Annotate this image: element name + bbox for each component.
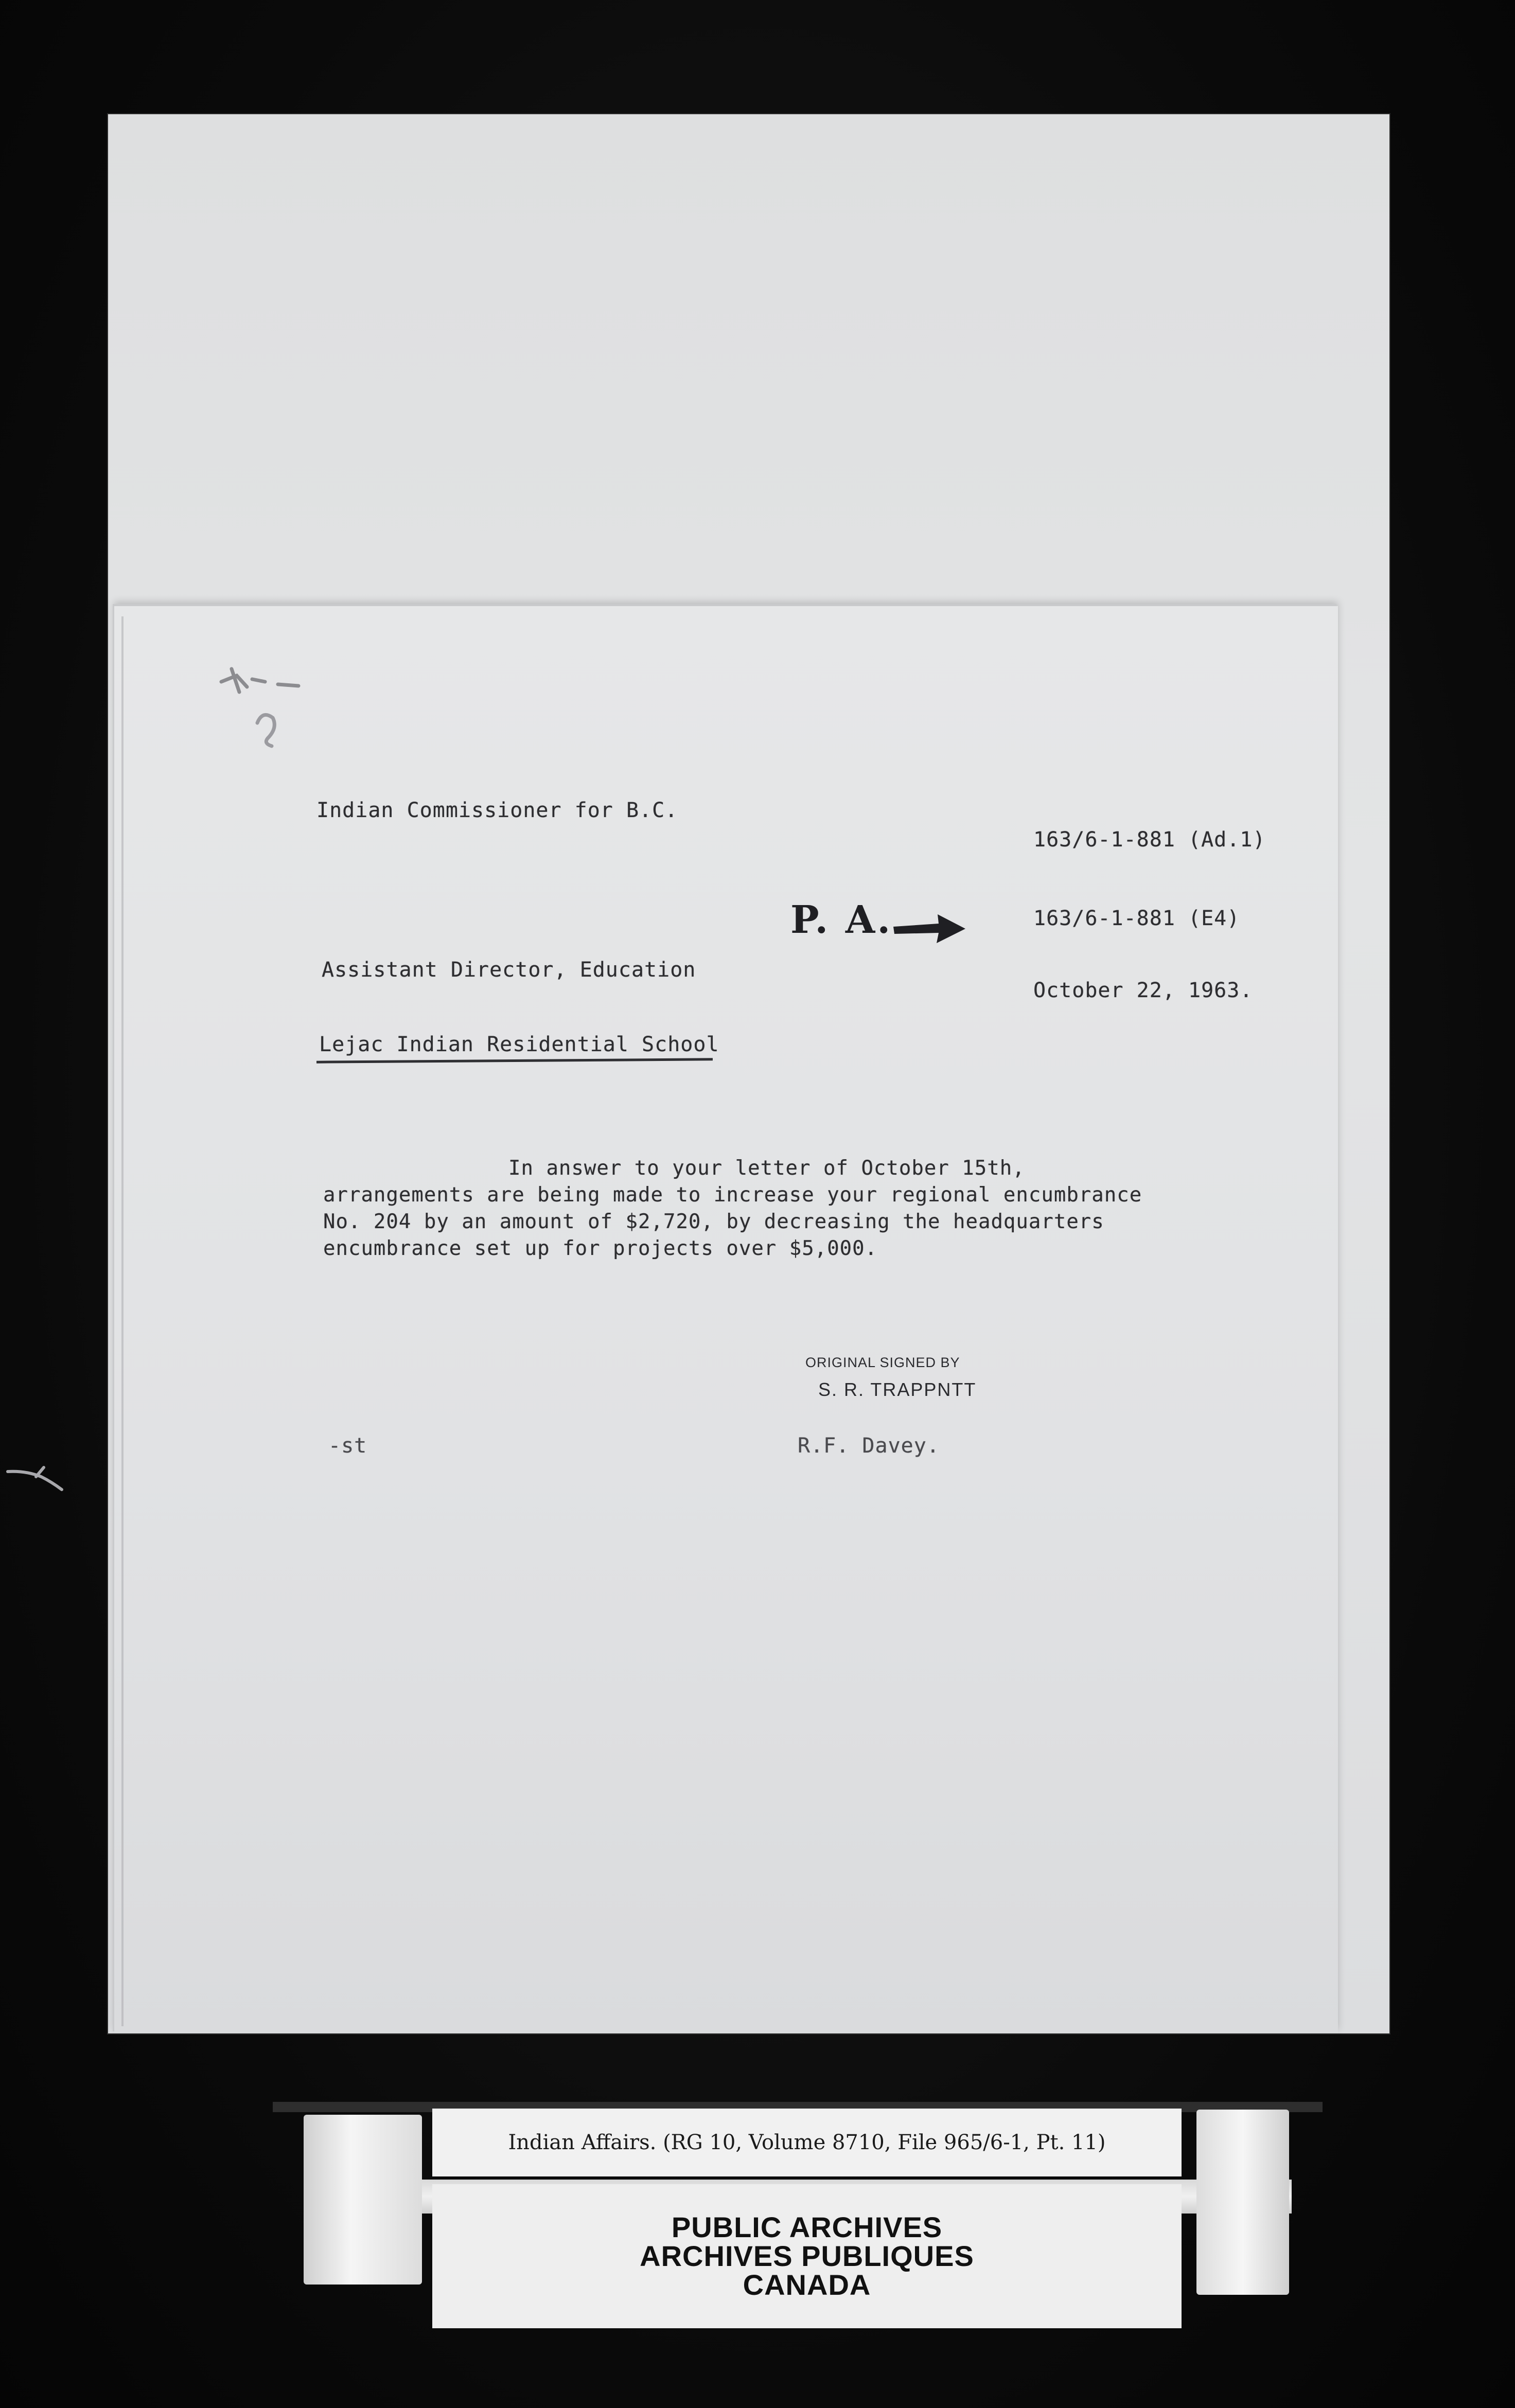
letter-body (323, 1155, 1198, 1262)
label-clip-right (1196, 2110, 1289, 2295)
recipient: Indian Commissioner for B.C. (316, 799, 678, 822)
archive-line-1: PUBLIC ARCHIVES (671, 2211, 943, 2243)
body-line-2: arrangements are being made to increase your regional encumbrance (323, 1183, 1142, 1207)
label-clip-left (304, 2115, 422, 2285)
pa-stamp: P. A. (790, 898, 893, 942)
archive-reference-label (432, 2109, 1182, 2176)
file-reference-2: 163/6-1-881 (E4) (1033, 907, 1240, 930)
memo-sheet (114, 606, 1338, 2033)
archive-title-label (432, 2184, 1182, 2328)
body-line-4: encumbrance set up for projects over $5,000. (323, 1237, 878, 1260)
faint-handwritten-mark (216, 661, 324, 764)
edge-mark (5, 1461, 67, 1492)
original-signed-label: ORIGINAL SIGNED BY (805, 1355, 960, 1370)
letter-date: October 22, 1963. (1033, 979, 1253, 1002)
typist-initials: -st (328, 1434, 367, 1458)
body-line-1: In answer to your letter of October 15th, (508, 1157, 1025, 1180)
signer-name: R.F. Davey. (798, 1434, 940, 1458)
archive-line-3: CANADA (743, 2269, 871, 2301)
arrow-right-icon (891, 908, 967, 946)
archive-reference: Indian Affairs. (RG 10, Volume 8710, File 965/6-1, Pt. 11) (508, 2131, 1106, 2154)
archive-line-2: ARCHIVES PUBLIQUES (640, 2240, 974, 2272)
file-reference-1: 163/6-1-881 (Ad.1) (1033, 828, 1266, 852)
original-signed-name: S. R. TRAPPNTT (818, 1379, 977, 1400)
sender: Assistant Director, Education (322, 958, 696, 982)
subject-line: Lejac Indian Residential School (319, 1033, 719, 1056)
body-line-3: No. 204 by an amount of $2,720, by decreasing the headquarters (323, 1210, 1104, 1233)
